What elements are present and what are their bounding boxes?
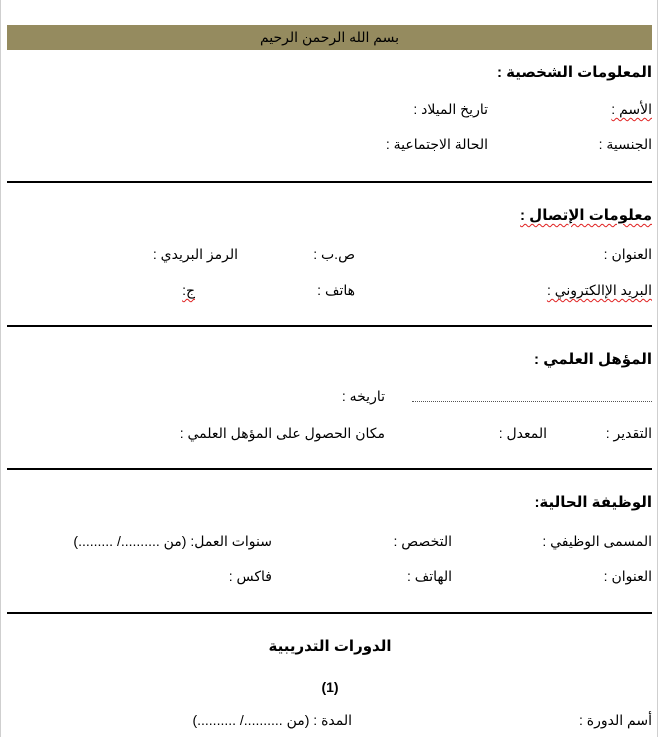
- nationality-label: الجنسية :: [598, 136, 652, 152]
- contact-heading: [520, 207, 652, 225]
- qualification-place-label: مكان الحصول على المؤهل العلمي :: [179, 425, 385, 441]
- qualification-heading: المؤهل العلمي :: [534, 351, 652, 368]
- section-divider: [7, 325, 652, 327]
- po-box-label: ص.ب :: [313, 246, 355, 262]
- course-duration-label: المدة : (من ........../ ..........): [192, 712, 352, 728]
- courses-heading: الدورات التدريبية: [268, 638, 392, 655]
- name-label: [611, 100, 652, 118]
- course-name-label: أسم الدورة :: [579, 712, 652, 728]
- contact-heading-text: معلومات الإتصال :: [520, 207, 652, 224]
- job-address-label: العنوان :: [603, 568, 652, 584]
- grade-label: التقدير :: [605, 425, 652, 441]
- birth-date-label: تاريخ الميلاد :: [413, 101, 488, 117]
- course-number: (1): [321, 679, 339, 695]
- job-title-label: المسمى الوظيفي :: [542, 533, 652, 549]
- work-years-label: سنوات العمل: (من ........../ .........): [73, 533, 272, 549]
- mobile-label-text: ج:: [182, 282, 195, 298]
- basmala-banner: بسم الله الرحمن الرحيم: [7, 25, 652, 50]
- mobile-label: [182, 281, 195, 299]
- specialty-label: التخصص :: [393, 533, 452, 549]
- email-label-text: البريد الإالكتروني :: [546, 282, 652, 298]
- personal-heading: المعلومات الشخصية :: [497, 64, 652, 81]
- name-label-text: الأسم :: [611, 101, 652, 117]
- section-divider: [7, 181, 652, 183]
- email-label: [547, 281, 652, 299]
- gpa-label: المعدل :: [498, 425, 547, 441]
- address-label: العنوان :: [603, 246, 652, 262]
- job-phone-label: الهاتف :: [406, 568, 452, 584]
- marital-status-label: الحالة الاجتماعية :: [385, 136, 488, 152]
- job-heading: الوظيفة الحالية:: [534, 494, 652, 511]
- qualification-dotted-line: [412, 401, 652, 402]
- postal-code-label: الرمز البريدي :: [152, 246, 238, 262]
- fax-label: فاكس :: [228, 568, 272, 584]
- phone-label: هاتف :: [317, 282, 355, 298]
- section-divider: [7, 468, 652, 470]
- qualification-date-label: تاريخه :: [341, 388, 385, 404]
- section-divider: [7, 612, 652, 614]
